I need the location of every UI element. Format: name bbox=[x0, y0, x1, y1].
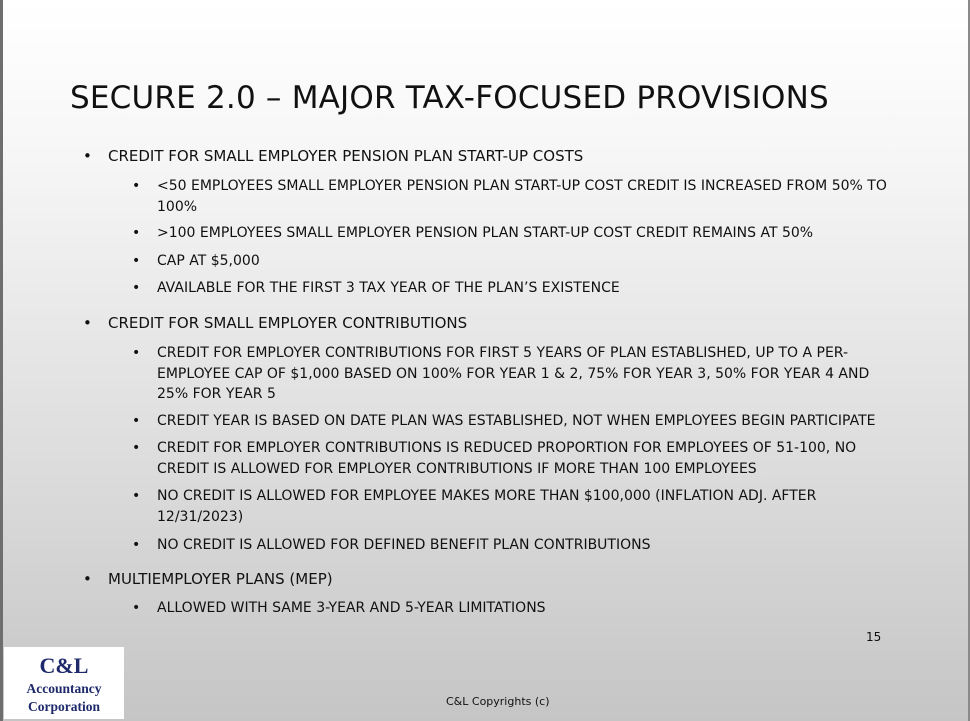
logo-name-line1: Accountancy bbox=[26, 681, 102, 696]
bullet-item: • AVAILABLE FOR THE FIRST 3 TAX YEAR OF THE PLAN’S EXISTENCE bbox=[157, 278, 887, 299]
section-heading-startup-credit: • CREDIT FOR SMALL EMPLOYER PENSION PLAN START-UP COSTS bbox=[108, 146, 583, 166]
bullet-item: • CREDIT YEAR IS BASED ON DATE PLAN WAS ESTABLISHED, NOT WHEN EMPLOYEES BEGIN PARTICIPATE bbox=[157, 411, 887, 432]
bullet-item: • NO CREDIT IS ALLOWED FOR DEFINED BENEFIT PLAN CONTRIBUTIONS bbox=[157, 535, 887, 556]
section-heading-mep: • MULTIEMPLOYER PLANS (MEP) bbox=[108, 569, 333, 589]
bullet-item: • >100 EMPLOYEES SMALL EMPLOYER PENSION PLAN START-UP COST CREDIT REMAINS AT 50% bbox=[157, 223, 887, 244]
page-number: 15 bbox=[866, 630, 882, 644]
section-heading-contribution-credit: • CREDIT FOR SMALL EMPLOYER CONTRIBUTIONS bbox=[108, 313, 467, 333]
logo-name-line2: Corporation bbox=[28, 699, 100, 714]
logo-mark: C&L bbox=[39, 653, 89, 678]
bullet-item: • <50 EMPLOYEES SMALL EMPLOYER PENSION PLAN START-UP COST CREDIT IS INCREASED FROM 50% TO 100% bbox=[157, 176, 887, 217]
bullet-item: • CREDIT FOR EMPLOYER CONTRIBUTIONS FOR FIRST 5 YEARS OF PLAN ESTABLISHED, UP TO A PER-EMPLOYEE CAP OF $1,000 BASED ON 100% FOR YEAR 1 & 2, 75% FOR YEAR 3, 50% FOR YEAR 4 AND 25% FOR YEAR 5 bbox=[157, 343, 887, 405]
bullet-item: • ALLOWED WITH SAME 3-YEAR AND 5-YEAR LIMITATIONS bbox=[157, 598, 887, 619]
bullet-item: • CREDIT FOR EMPLOYER CONTRIBUTIONS IS REDUCED PROPORTION FOR EMPLOYEES OF 51-100, NO CREDIT IS ALLOWED FOR EMPLOYER CONTRIBUTIONS IF MORE THAN 100 EMPLOYEES bbox=[157, 438, 887, 479]
company-logo bbox=[4, 647, 124, 719]
bullet-item: • CAP AT $5,000 bbox=[157, 251, 887, 272]
slide-title: SECURE 2.0 – MAJOR TAX-FOCUSED PROVISIONS bbox=[70, 80, 829, 116]
bullet-item: • NO CREDIT IS ALLOWED FOR EMPLOYEE MAKES MORE THAN $100,000 (INFLATION ADJ. AFTER 12/31/2023) bbox=[157, 486, 887, 527]
footer-copyright: C&L Copyrights (c) bbox=[446, 695, 550, 708]
slide-left-border bbox=[0, 0, 3, 721]
